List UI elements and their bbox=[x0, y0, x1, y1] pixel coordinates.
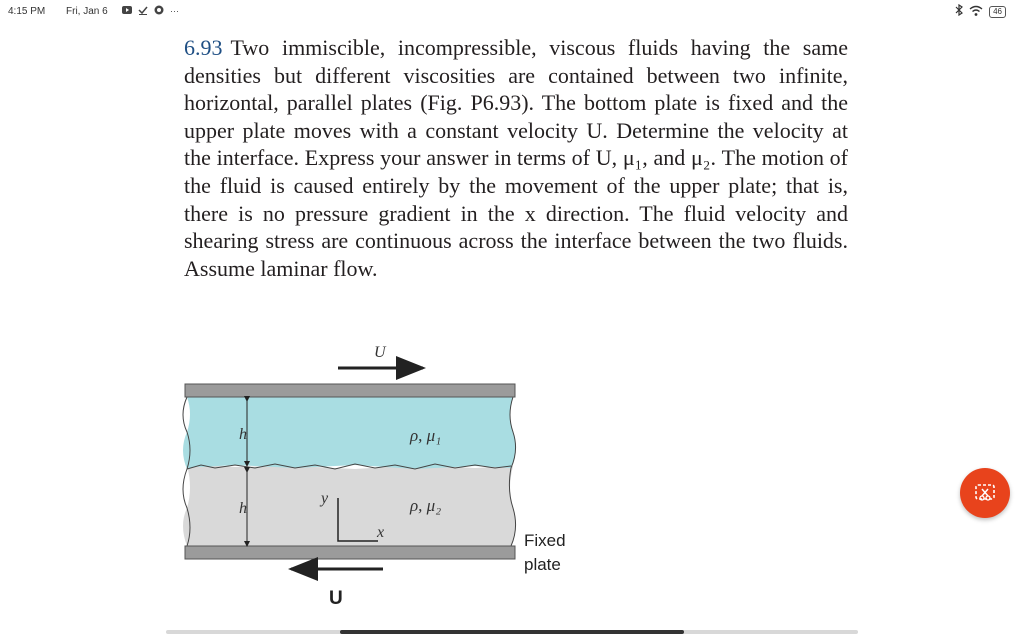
lower-plate bbox=[185, 546, 515, 559]
status-time: 4:15 PM bbox=[8, 6, 46, 17]
problem-number: 6.93 bbox=[184, 35, 223, 60]
lower-height-label: h bbox=[239, 500, 247, 517]
x-axis-label: x bbox=[377, 524, 385, 541]
status-bar bbox=[0, 0, 1024, 24]
wifi-icon bbox=[969, 5, 983, 19]
screenshot-button[interactable] bbox=[960, 468, 1010, 518]
battery-icon: 46 bbox=[989, 6, 1006, 18]
status-date: Fri, Jan 6 bbox=[66, 6, 108, 17]
problem-text: Two immiscible, incompressible, viscous fluids having the same densities but different viscosities are contained between two infinite, horizontal, parallel plates (Fig. P6.93). The bottom plate is fixed and the upper plate moves with a constant velocity U. Determine the velocity at the interface. Express your answer in terms of U, μ₁, and μ₂. The motion of the fluid is caused entirely by the movement of the upper plate; that is, there is no pressure gradient in the x direction. The fluid velocity and shearing stress are continuous across the interface between the two fluids. Assume laminar flow. bbox=[184, 35, 848, 281]
lower-fluid-label: ρ, μ₂ bbox=[410, 496, 442, 515]
annotation-arrow-label: U bbox=[329, 588, 343, 609]
upper-height-label: h bbox=[239, 426, 247, 443]
lower-fluid-region bbox=[183, 464, 516, 546]
upper-plate bbox=[185, 384, 515, 397]
more-icon: ··· bbox=[170, 6, 179, 16]
figure-drawing bbox=[175, 340, 595, 620]
status-icons-left bbox=[122, 5, 179, 17]
scroll-thumb[interactable] bbox=[340, 630, 684, 634]
y-axis-label: y bbox=[321, 490, 329, 507]
figure-p6-93 bbox=[175, 340, 595, 620]
status-icons-right bbox=[955, 4, 1006, 19]
app-icon bbox=[154, 5, 164, 17]
upper-fluid-label: ρ, μ₁ bbox=[410, 426, 442, 445]
top-velocity-label: U bbox=[374, 344, 386, 361]
upper-fluid-region bbox=[183, 397, 516, 469]
fixed-plate-label-line2: plate bbox=[524, 555, 561, 574]
fixed-plate-label-line1: Fixed bbox=[524, 531, 566, 550]
screenshot-scissors-icon bbox=[974, 482, 996, 504]
bluetooth-icon bbox=[955, 4, 963, 19]
video-icon bbox=[122, 6, 132, 16]
check-icon bbox=[138, 5, 148, 17]
problem-statement bbox=[184, 34, 848, 282]
